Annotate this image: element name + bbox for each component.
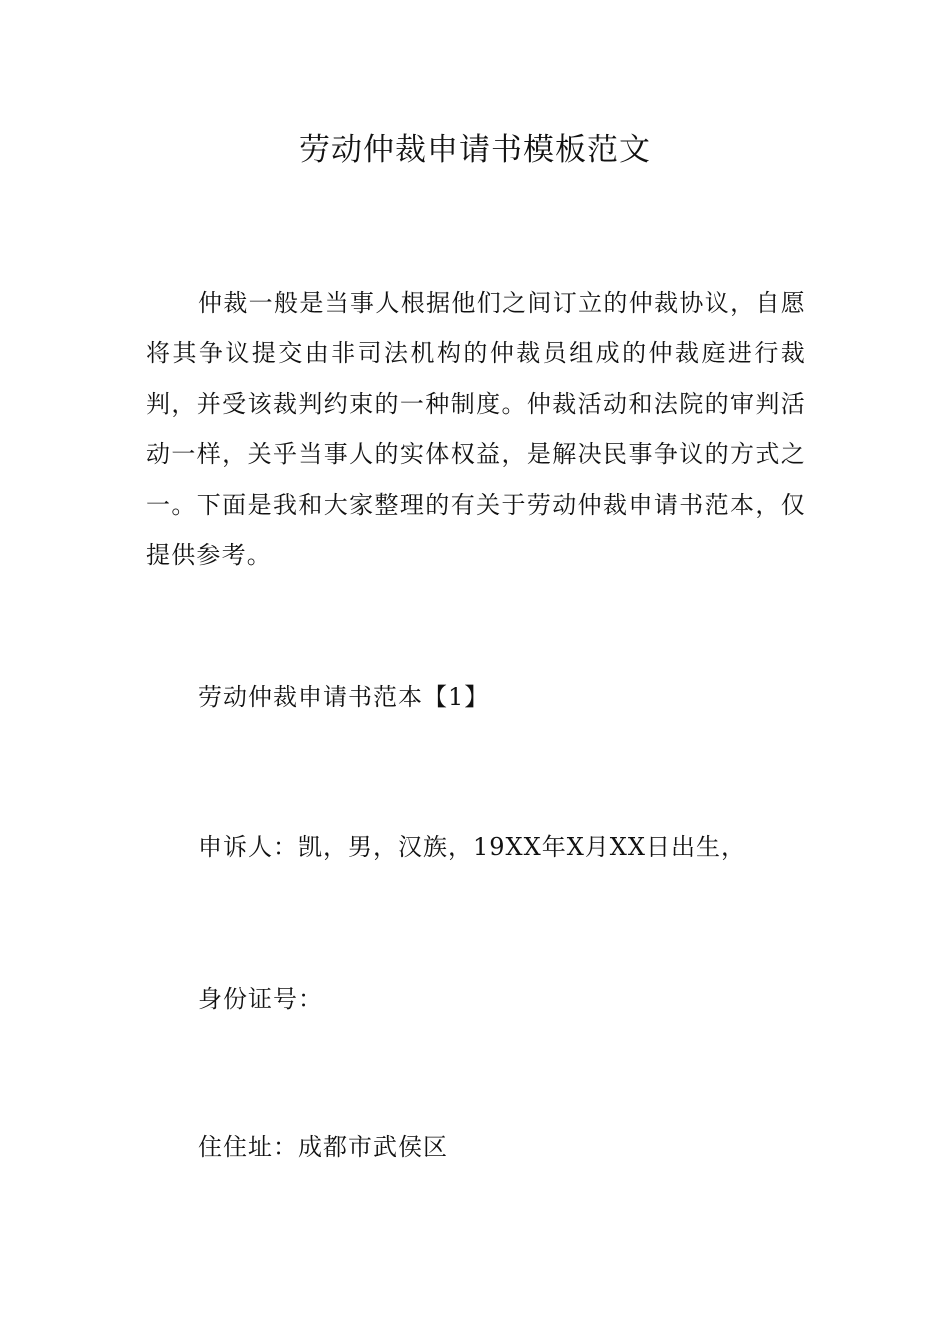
address-line: 住住址：成都市武侯区 [198, 1133, 448, 1161]
applicant-line: 申诉人：凯，男，汉族，19XX年X月XX日出生， [198, 833, 746, 861]
document-title: 劳动仲裁申请书模板范文 [299, 132, 651, 168]
id-number-line: 身份证号： [198, 985, 323, 1013]
intro-paragraph: 仲裁一般是当事人根据他们之间订立的仲裁协议，自愿将其争议提交由非司法机构的仲裁员组成的仲裁庭进行裁判，并受该裁判约束的一种制度。仲裁活动和法院的审判活动一样，关乎当事人的实体权益，是解决民事争议的方式之一。下面是我和大家整理的有关于劳动仲裁申请书范本，仅提供参考。 [146, 289, 806, 570]
section-heading: 劳动仲裁申请书范本【1】 [198, 683, 490, 711]
